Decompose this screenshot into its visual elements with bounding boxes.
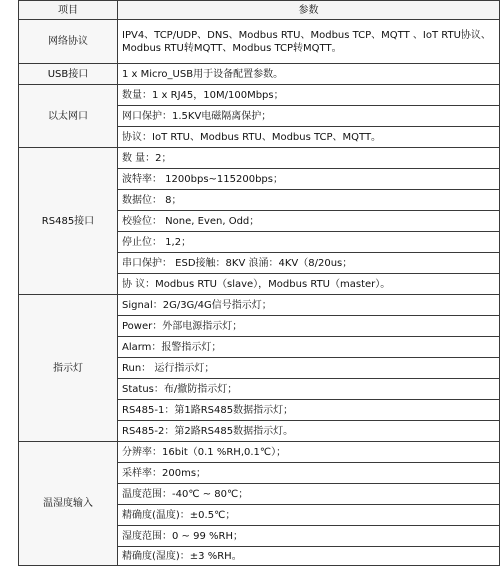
category-ethernet: 以太网口 <box>19 85 118 148</box>
category-network-protocol: 网络协议 <box>19 20 118 64</box>
param-usb: 1 x Micro_USB用于设备配置参数。 <box>118 64 500 85</box>
param-indicator-rs485-1: RS485-1：第1路RS485数据指示灯； <box>118 400 500 421</box>
table-row <box>19 148 500 169</box>
param-rs485-databits: 数据位： 8； <box>118 190 500 211</box>
table-row <box>19 295 500 316</box>
param-rs485-baud: 波特率： 1200bps~115200bps； <box>118 169 500 190</box>
param-rs485-count: 数 量：2； <box>118 148 500 169</box>
header-item: 项目 <box>19 1 118 20</box>
table-row <box>19 442 500 463</box>
category-usb: USB接口 <box>19 64 118 85</box>
category-rs485: RS485接口 <box>19 148 118 295</box>
param-rs485-protocol: 协 议：Modbus RTU（slave），Modbus RTU（master）。 <box>118 274 500 295</box>
param-th-temp-range: 温度范围：-40℃ ~ 80℃； <box>118 484 500 505</box>
param-network-protocol: IPV4、TCP/UDP、DNS、Modbus RTU、Modbus TCP、MQTT 、IoT RTU协议、Modbus RTU转MQTT、Modbus TCP转MQTT。 <box>118 20 500 64</box>
param-th-resolution: 分辨率：16bit（0.1 %RH,0.1℃）； <box>118 442 500 463</box>
param-rs485-parity: 校验位： None, Even, Odd； <box>118 211 500 232</box>
header-param: 参数 <box>118 1 500 20</box>
table-row <box>19 85 500 106</box>
table-row <box>19 20 500 64</box>
category-temp-humidity: 温湿度输入 <box>19 442 118 566</box>
param-indicator-power: Power：外部电源指示灯； <box>118 316 500 337</box>
header-row <box>19 1 500 20</box>
table-row <box>19 64 500 85</box>
param-ethernet-count: 数量：1 x RJ45，10M/100Mbps； <box>118 85 500 106</box>
param-th-humidity-range: 湿度范围：0 ~ 99 %RH； <box>118 526 500 547</box>
param-rs485-protection: 串口保护： ESD接触：8KV 浪涌：4KV（8/20us； <box>118 253 500 274</box>
param-th-temp-accuracy: 精确度(温度)：±0.5℃； <box>118 505 500 526</box>
param-indicator-status: Status：布/撤防指示灯； <box>118 379 500 400</box>
param-th-humidity-accuracy: 精确度(湿度)：±3 %RH。 <box>118 547 500 566</box>
param-indicator-rs485-2: RS485-2：第2路RS485数据指示灯。 <box>118 421 500 442</box>
param-ethernet-protocol: 协议：IoT RTU、Modbus RTU、Modbus TCP、MQTT。 <box>118 127 500 148</box>
param-rs485-stopbits: 停止位： 1,2； <box>118 232 500 253</box>
category-indicator: 指示灯 <box>19 295 118 442</box>
param-ethernet-protection: 网口保护：1.5KV电磁隔离保护； <box>118 106 500 127</box>
param-th-sampling: 采样率：200ms； <box>118 463 500 484</box>
param-indicator-run: Run： 运行指示灯； <box>118 358 500 379</box>
param-indicator-alarm: Alarm：报警指示灯； <box>118 337 500 358</box>
param-indicator-signal: Signal：2G/3G/4G信号指示灯； <box>118 295 500 316</box>
spec-table <box>18 0 500 566</box>
